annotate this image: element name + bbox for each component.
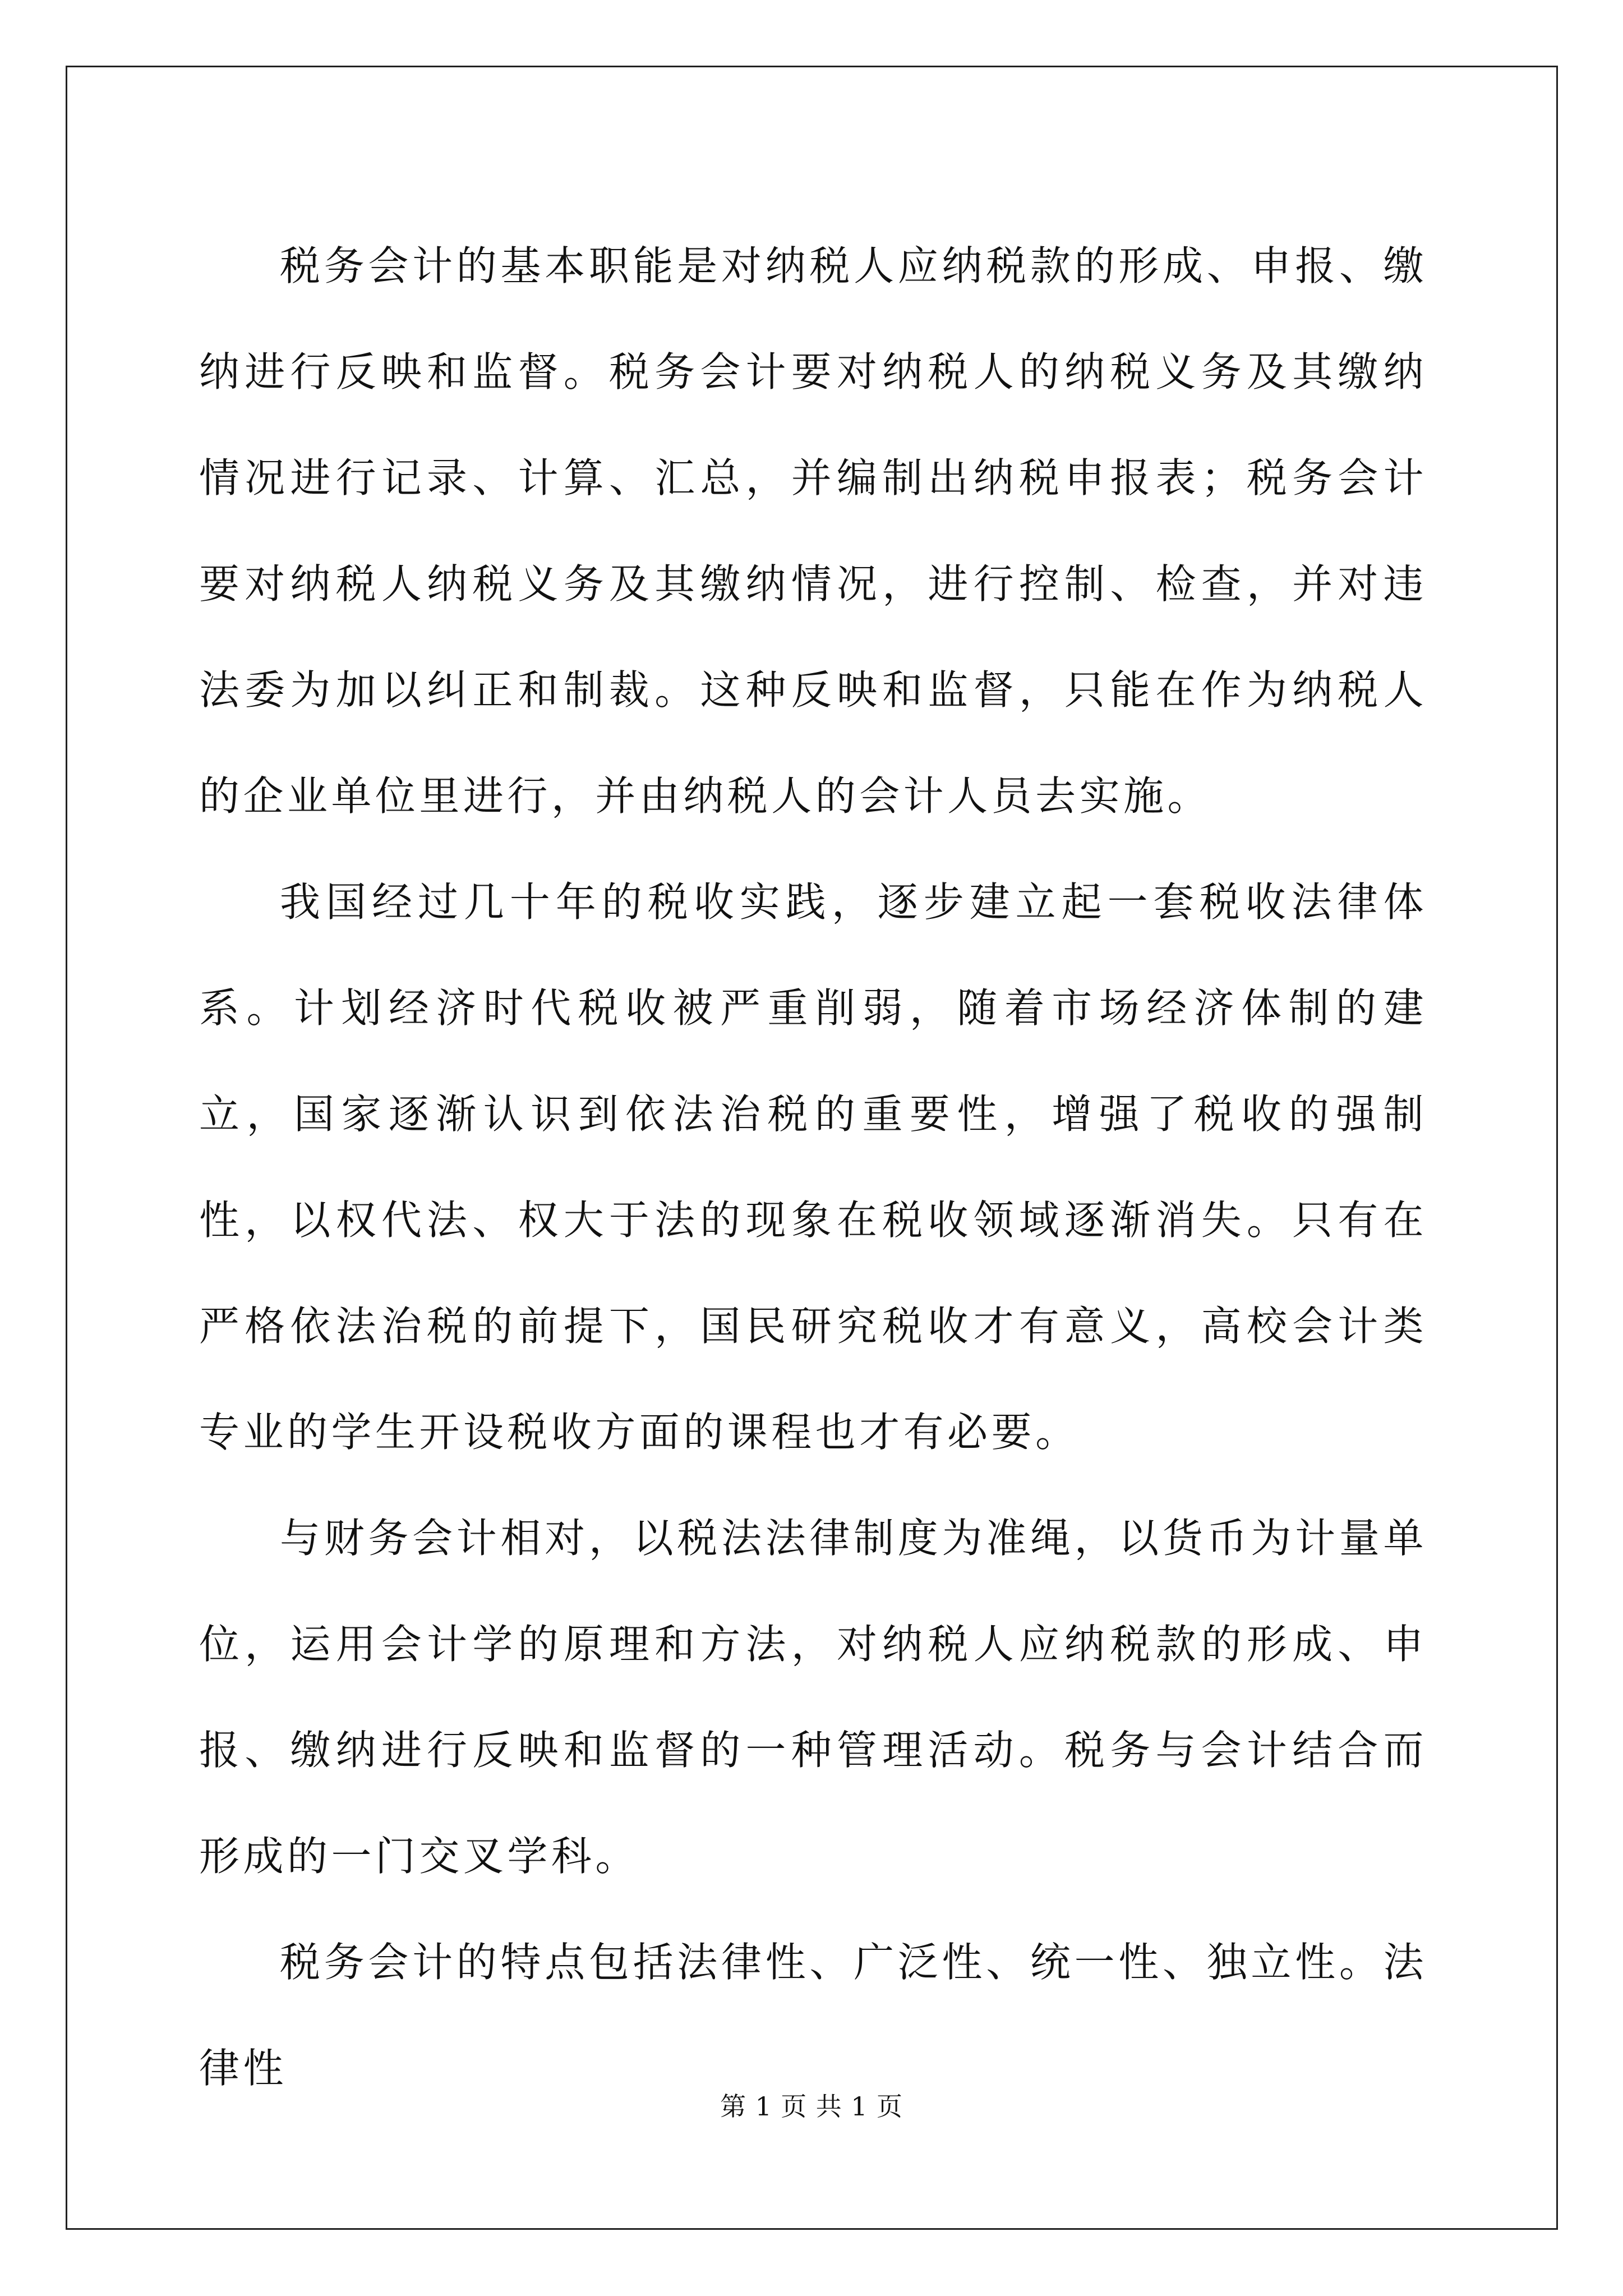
document-body — [199, 213, 1427, 2122]
paragraph-3: 与财务会计相对，以税法法律制度为准绳，以货币为计量单位，运用会计学的原理和方法，对纳税人应纳税款的形成、申报、缴纳进行反映和监督的一种管理活动。税务与会计结合而形成的一门交叉学科。 — [199, 1515, 1427, 1880]
page-number-footer: 第 1 页 共 1 页 — [720, 2091, 903, 2122]
paragraph-2: 我国经过几十年的税收实践，逐步建立起一套税收法律体系。计划经济时代税收被严重削弱，随着市场经济体制的建立，国家逐渐认识到依法治税的重要性，增强了税收的强制性，以权代法、权大于法的现象在税收领域逐渐消失。只有在严格依法治税的前提下，国民研究税收才有意义，高校会计类专业的学生开设税收方面的课程也才有必要。 — [199, 878, 1427, 1456]
paragraph-1: 税务会计的基本职能是对纳税人应纳税款的形成、申报、缴纳进行反映和监督。税务会计要对纳税人的纳税义务及其缴纳情况进行记录、计算、汇总，并编制出纳税申报表；税务会计要对纳税人纳税义务及其缴纳情况，进行控制、检查，并对违法委为加以纠正和制裁。这种反映和监督，只能在作为纳税人的企业单位里进行，并由纳税人的会计人员去实施。 — [199, 242, 1427, 820]
paragraph-4: 税务会计的特点包括法律性、广泛性、统一性、独立性。法律性 — [199, 1939, 1427, 2092]
